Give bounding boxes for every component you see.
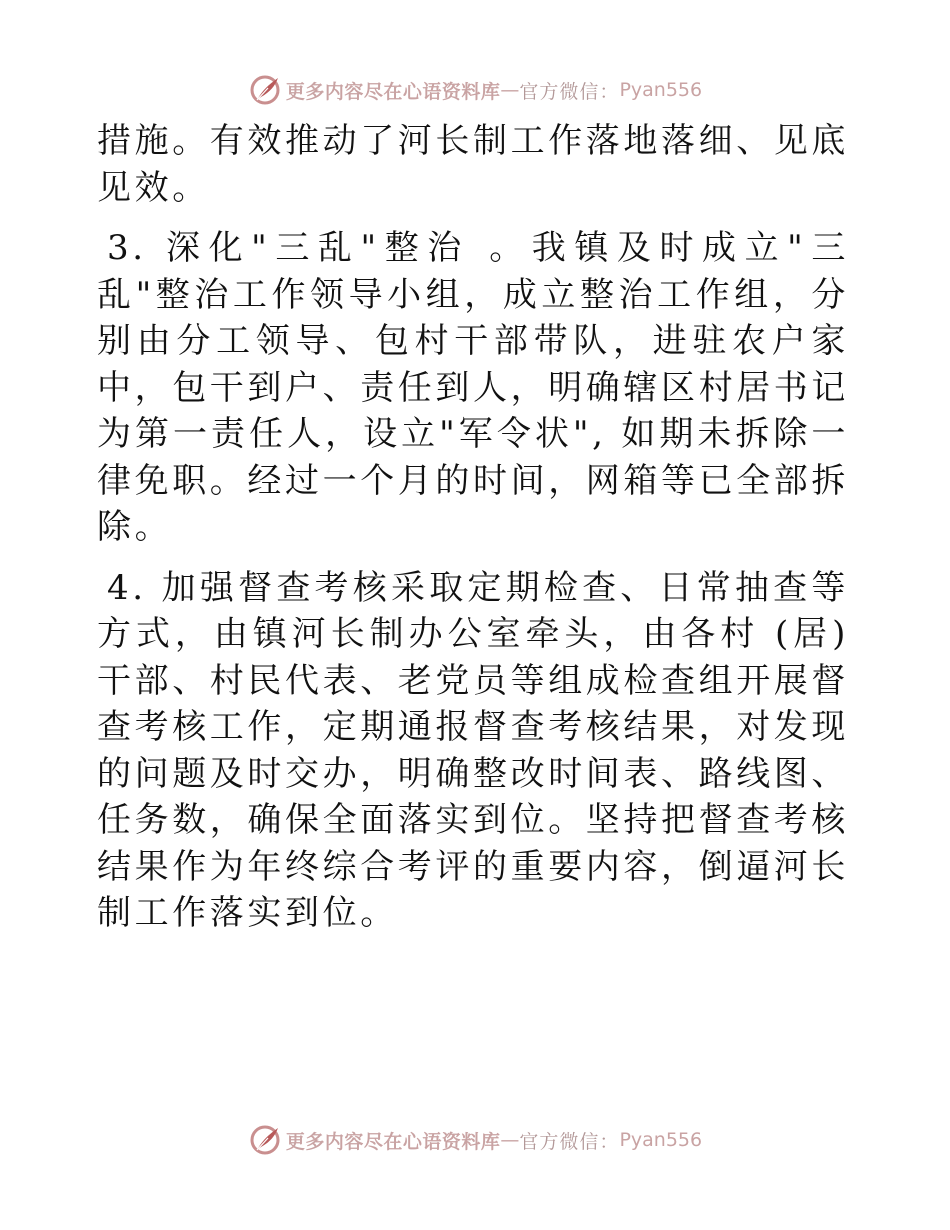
- watermark-wechat-id: Pyan556: [619, 1129, 703, 1151]
- header-watermark: [0, 70, 950, 110]
- feather-pen-logo-icon: [248, 1123, 282, 1157]
- watermark-wechat-label: 官方微信：: [519, 80, 620, 103]
- paragraph-continued: 措施。有效推动了河长制工作落地落细、见底见效。: [97, 121, 849, 208]
- watermark-wechat-label: 官方微信：: [519, 1130, 620, 1153]
- watermark-dash: —: [500, 1129, 520, 1151]
- paragraph-item-4: 4. 加强督查考核采取定期检查、日常抽查等方式，由镇河长制办公室牵头，由各村 (居) 干部、村民代表、老党员等组成检查组开展督查考核工作，定期通报督查考核结果，对发现的问题及时交办，明确整改时间表、路线图、任务数，确保全面落实到位。坚持把督查考核结果作为年终综合考评的重要内容，倒逼河长制工作落实到位。: [97, 567, 849, 933]
- feather-pen-logo-icon: [248, 73, 282, 107]
- watermark-brand: 更多内容尽在心语资料库: [285, 1130, 501, 1153]
- paragraph-item-3: 3. 深化"三乱"整治 。我镇及时成立"三乱"整治工作领导小组，成立整治工作组，分别由分工领导、包村干部带队，进驻农户家中，包干到户、责任到人，明确辖区村居书记为第一责任人，设立"军令状", 如期未拆除一律免职。经过一个月的时间，网箱等已全部拆除。: [97, 228, 849, 547]
- watermark-wechat-id: Pyan556: [619, 79, 703, 101]
- document-body: [97, 118, 849, 951]
- watermark-dash: —: [500, 79, 520, 101]
- watermark-brand: 更多内容尽在心语资料库: [285, 80, 501, 103]
- footer-watermark: [0, 1120, 950, 1160]
